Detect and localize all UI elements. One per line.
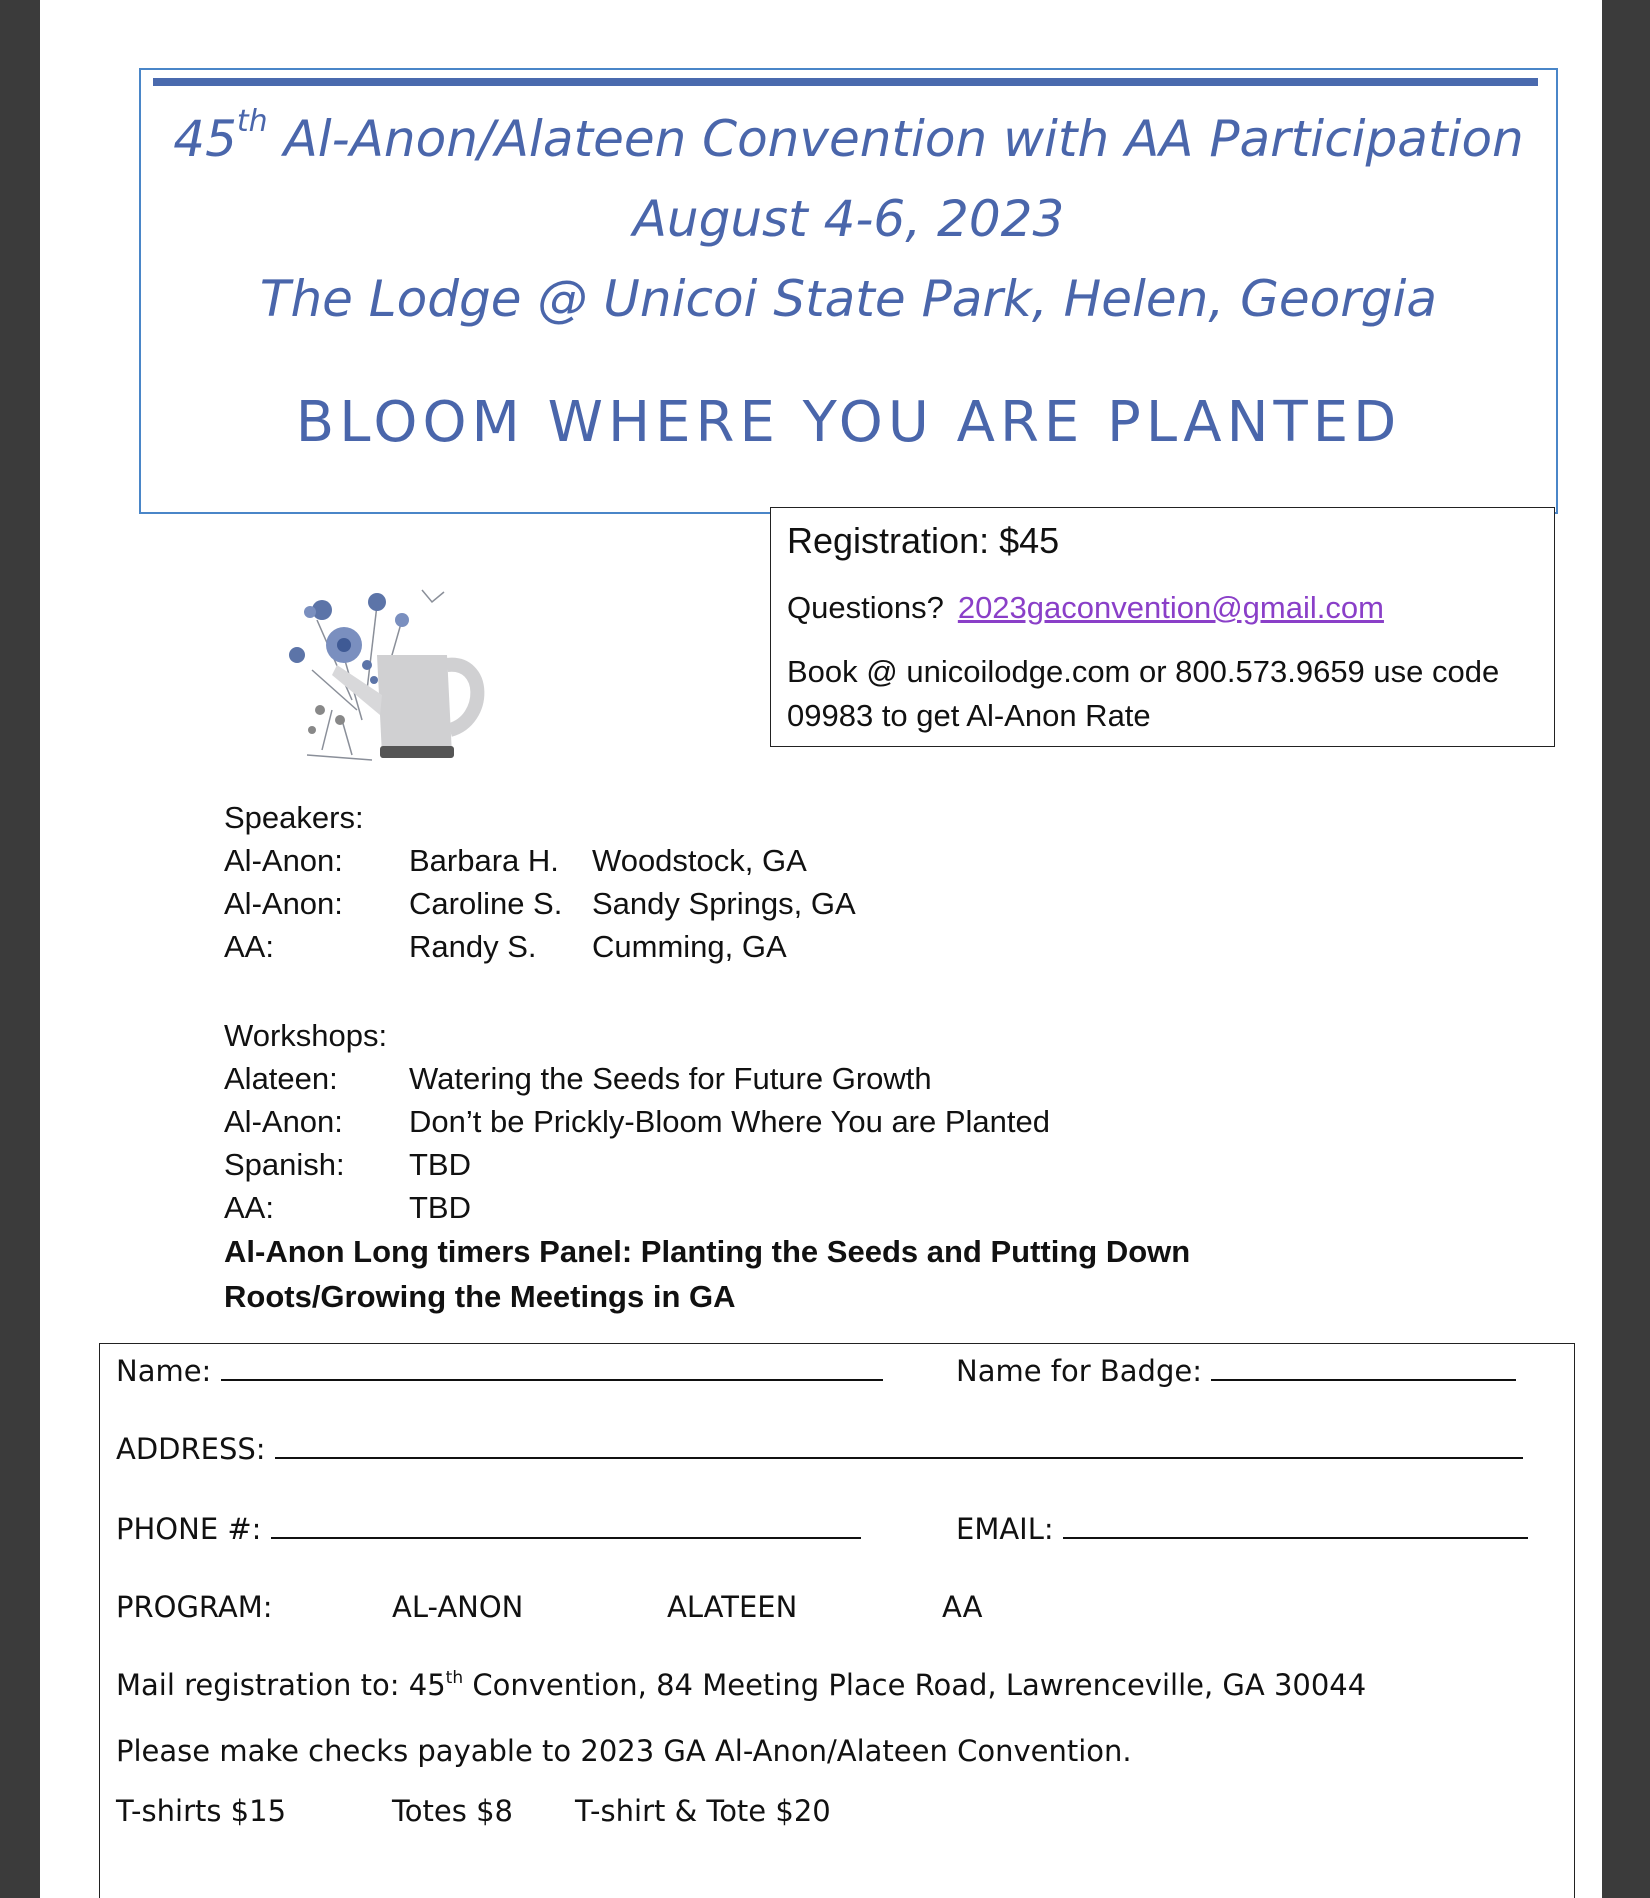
combo-price: T-shirt & Tote $20 [575, 1794, 831, 1828]
badge-label: Name for Badge: [956, 1354, 1202, 1388]
convention-title: 45th Al-Anon/Alateen Convention with AA Participation [173, 104, 1524, 168]
contact-email-link[interactable]: 2023gaconvention@gmail.com [957, 590, 1384, 625]
watering-can-flowers-illustration [282, 580, 502, 765]
mail-address-line: Mail registration to: 45th Convention, 84 Meeting Place Road, Lawrenceville, GA 30044 [116, 1668, 1367, 1702]
program-option-aa[interactable]: AA [942, 1590, 983, 1624]
name-field-row [116, 1354, 883, 1388]
booking-line-1: Book @ unicoilodge.com or 800.573.9659 use code [787, 654, 1500, 689]
registration-form [99, 1343, 1575, 1898]
speakers-heading: Speakers: [224, 800, 364, 835]
registration-price: Registration: $45 [787, 520, 1060, 561]
phone-field-row [116, 1512, 861, 1546]
email-label: EMAIL: [956, 1512, 1054, 1546]
panel-title-line-1: Al-Anon Long timers Panel: Planting the Seeds and Putting Down [224, 1234, 1191, 1269]
panel-title-line-2: Roots/Growing the Meetings in GA [224, 1279, 736, 1314]
phone-label: PHONE #: [116, 1512, 262, 1546]
convention-theme: BLOOM WHERE YOU ARE PLANTED [295, 390, 1402, 455]
name-field[interactable] [221, 1355, 883, 1381]
convention-venue: The Lodge @ Unicoi State Park, Helen, Georgia [259, 270, 1438, 328]
badge-field-row [956, 1354, 1516, 1388]
address-field[interactable] [275, 1433, 1523, 1459]
header-box [139, 68, 1558, 514]
phone-field[interactable] [271, 1513, 861, 1539]
workshops-heading: Workshops: [224, 1018, 388, 1053]
email-field-row [956, 1512, 1528, 1546]
program-option-alateen[interactable]: ALATEEN [667, 1590, 798, 1624]
program-option-al-anon[interactable]: AL-ANON [392, 1590, 524, 1624]
flyer-page: 45th Al-Anon/Alateen Convention with AA Participation August 4-6, 2023 The Lodge @ Unicoi State Park, Helen, Georgia BLOOM WHERE YOU ARE PLANTED Registration: $45 Questions? 2023gaconvention@gmail.com Book @ unicoilodge.com or 800.573.9659 use code 09983 to get Al-Anon Rate Speakers: Al-Anon: Barbara H. Woodstock, GA Al-Anon: Caroline S. Sandy Springs, GA AA: Randy S. Cumming, GA Workshops: Alateen: Watering the Seeds for Future Growth Al-Anon: Don’t be Prickly-Bloom Where You are Planted Spanish: TBD AA: TBD Al-Anon Long timers Panel: Planting the Seeds and Putting Down Roots/Growing the Meetings in GA Name: Name for Badge: ADDRESS: PHONE #: EMAIL: PROGRAM: AL-ANON ALATEEN AA Mail registration to: 45th Convention, 84 Meeting Place Road, Lawrenceville, GA 30044 Please make checks payable to 2023 GA Al-Anon/Alateen Convention. T-shirts $15 Totes $8 T-shirt & Tote $20 [40, 0, 1602, 1898]
program-label: PROGRAM: [116, 1590, 273, 1624]
tote-price: Totes $8 [392, 1794, 513, 1828]
name-label: Name: [116, 1354, 212, 1388]
email-field[interactable] [1063, 1513, 1528, 1539]
convention-dates: August 4-6, 2023 [632, 190, 1065, 248]
questions-line: Questions? 2023gaconvention@gmail.com [787, 590, 1384, 625]
registration-info-box [770, 507, 1555, 747]
badge-name-field[interactable] [1211, 1355, 1516, 1381]
header-rule [153, 78, 1538, 86]
booking-line-2: 09983 to get Al-Anon Rate [787, 698, 1151, 733]
address-label: ADDRESS: [116, 1432, 266, 1466]
checks-payable-line: Please make checks payable to 2023 GA Al-Anon/Alateen Convention. [116, 1734, 1132, 1768]
address-field-row [116, 1432, 1523, 1466]
tshirt-price: T-shirts $15 [116, 1794, 287, 1828]
